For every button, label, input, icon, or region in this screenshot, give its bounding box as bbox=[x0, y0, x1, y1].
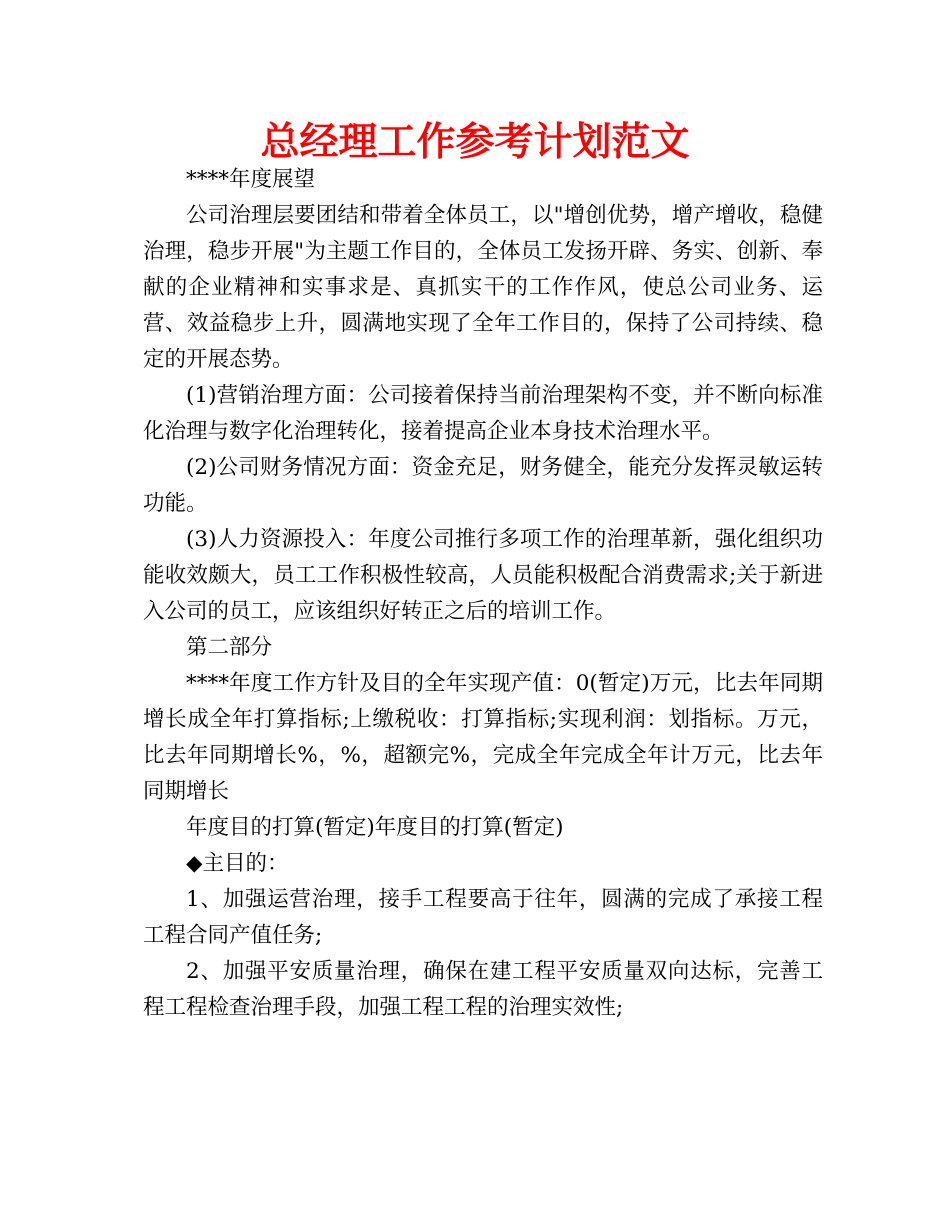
paragraph-outlook-heading: ****年度展望 bbox=[186, 167, 316, 192]
paragraph-part-two-heading: 第二部分 bbox=[186, 635, 273, 660]
paragraph-goal-2: 2、加强平安质量治理，确保在建工程平安质量双向达标，完善工程工程检查治理手段，加强工程工程的治理实效性; bbox=[143, 959, 823, 1020]
paragraph-hr: (3)人力资源投入：年度公司推行多项工作的治理革新，强化组织功能收效颇大，员工工作积极性较高，人员能积极配合消费需求;关于新进入公司的员工，应该组织好转正之后的培训工作。 bbox=[143, 527, 823, 624]
paragraph-finance: (2)公司财务情况方面：资金充足，财务健全，能充分发挥灵敏运转功能。 bbox=[143, 455, 823, 516]
document-title: 总经理工作参考计划范文 bbox=[260, 120, 690, 165]
paragraph-intro: 公司治理层要团结和带着全体员工，以"增创优势，增产增收，稳健治理，稳步开展"为主题工作目的，全体员工发扬开辟、务实、创新、奉献的企业精神和实事求是、真抓实干的工作作风，使总公司业务、运营、效益稳步上升，圆满地实现了全年工作目的，保持了公司持续、稳定的开展态势。 bbox=[143, 203, 823, 372]
paragraph-plan-heading: 年度目的打算(暂定)年度目的打算(暂定) bbox=[186, 815, 564, 840]
paragraph-main-goal-heading: ◆主目的： bbox=[186, 851, 289, 876]
document-body bbox=[143, 162, 823, 1026]
paragraph-marketing: (1)营销治理方面：公司接着保持当前治理架构不变，并不断向标准化治理与数字化治理转化，接着提高企业本身技术治理水平。 bbox=[143, 383, 823, 444]
paragraph-goal-1: 1、加强运营治理，接手工程要高于往年，圆满的完成了承接工程工程合同产值任务; bbox=[143, 887, 823, 948]
paragraph-targets: ****年度工作方针及目的全年实现产值：0(暂定)万元，比去年同期增长成全年打算指标;上缴税收：打算指标;实现利润：划指标。万元，比去年同期增长%，%，超额完%，完成全年完成全年计万元，比去年同期增长 bbox=[143, 671, 823, 804]
